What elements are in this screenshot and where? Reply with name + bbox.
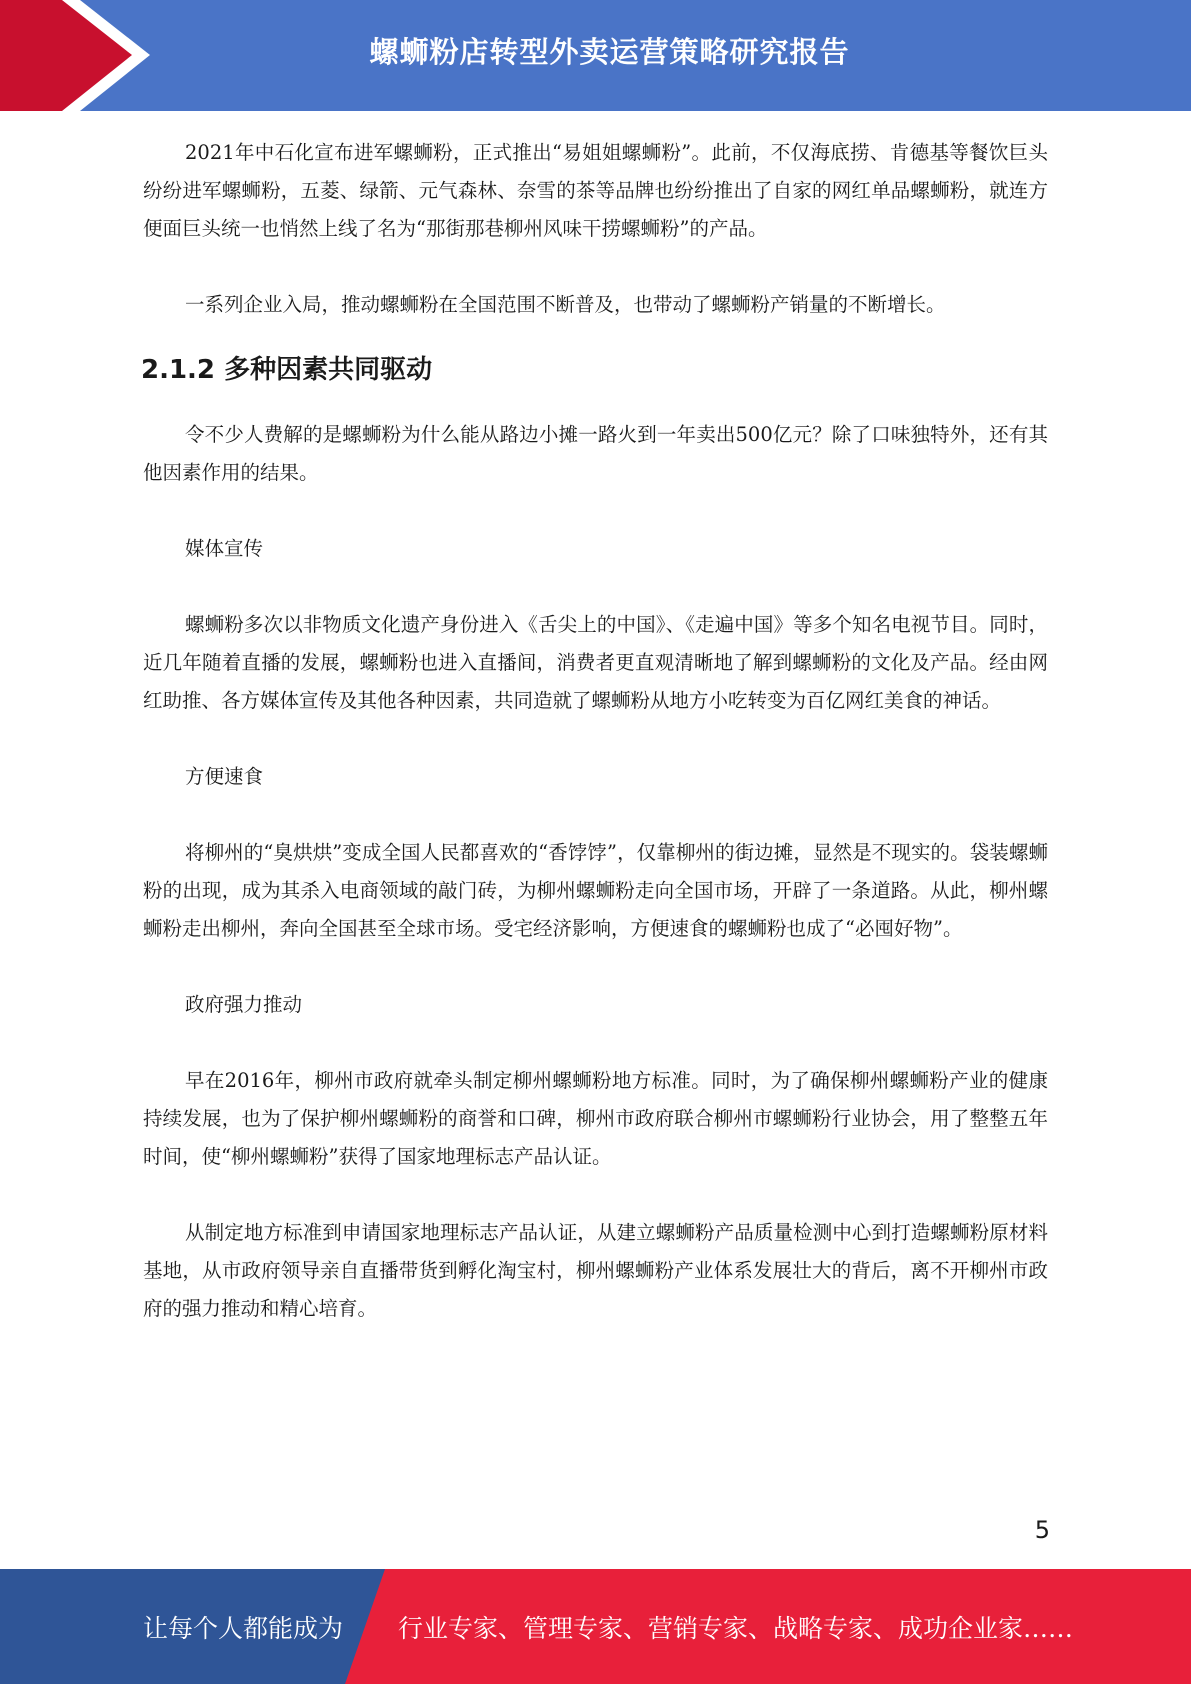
body-paragraph: 令不少人费解的是螺蛳粉为什么能从路边小摊一路火到一年卖出500亿元？除了口味独特外，还有其他因素作用的结果。 xyxy=(143,423,1048,484)
body-paragraph: 从制定地方标准到申请国家地理标志产品认证，从建立螺蛳粉产品质量检测中心到打造螺蛳粉原材料基地，从市政府领导亲自直播带货到孵化淘宝村，柳州螺蛳粉产业体系发展壮大的背后，离不开柳州市政府的强力推动和精心培育。 xyxy=(143,1221,1048,1320)
body-paragraph: 一系列企业入局，推动螺蛳粉在全国范围不断普及，也带动了螺蛳粉产销量的不断增长。 xyxy=(185,293,946,316)
body-paragraph: 将柳州的“臭烘烘”变成全国人民都喜欢的“香饽饽”，仅靠柳州的街边摊，显然是不现实的。袋装螺蛳粉的出现，成为其杀入电商领域的敲门砖，为柳州螺蛳粉走向全国市场，开辟了一条道路。从此，柳州螺蛳粉走出柳州，奔向全国甚至全球市场。受宅经济影响，方便速食的螺蛳粉也成了“必囤好物”。 xyxy=(143,841,1048,940)
section-heading: 2.1.2 多种因素共同驱动 xyxy=(141,355,433,385)
body-paragraph: 2021年中石化宣布进军螺蛳粉，正式推出“易姐姐螺蛳粉”。此前，不仅海底捞、肯德基等餐饮巨头纷纷进军螺蛳粉，五菱、绿箭、元气森林、奈雪的茶等品牌也纷纷推出了自家的网红单品螺蛳粉，就连方便面巨头统一也悄然上线了名为“那街那巷柳州风味干捞螺蛳粉”的产品。 xyxy=(143,141,1048,240)
body-paragraph: 螺蛳粉多次以非物质文化遗产身份进入《舌尖上的中国》、《走遍中国》等多个知名电视节目。同时，近几年随着直播的发展，螺蛳粉也进入直播间，消费者更直观清晰地了解到螺蛳粉的文化及产品。经由网红助推、各方媒体宣传及其他各种因素，共同造就了螺蛳粉从地方小吃转变为百亿网红美食的神话。 xyxy=(143,613,1048,712)
footer-slogan-right: 行业专家、管理专家、营销专家、战略专家、成功企业家…… xyxy=(398,1613,1074,1643)
page-header xyxy=(0,0,1191,111)
subsection-heading-convenience: 方便速食 xyxy=(185,765,264,788)
subsection-heading-media: 媒体宣传 xyxy=(185,537,264,560)
header-title: 螺蛳粉店转型外卖运营策略研究报告 xyxy=(369,34,850,69)
subsection-heading-government: 政府强力推动 xyxy=(185,993,303,1016)
page-footer xyxy=(0,1569,1191,1684)
document-body xyxy=(143,134,1048,1328)
footer-slogan-left: 让每个人都能成为 xyxy=(143,1613,344,1643)
page-number: 5 xyxy=(1034,1516,1050,1544)
body-paragraph: 早在2016年，柳州市政府就牵头制定柳州螺蛳粉地方标准。同时，为了确保柳州螺蛳粉产业的健康持续发展，也为了保护柳州螺蛳粉的商誉和口碑，柳州市政府联合柳州市螺蛳粉行业协会，用了整整五年时间，使“柳州螺蛳粉”获得了国家地理标志产品认证。 xyxy=(143,1069,1048,1168)
